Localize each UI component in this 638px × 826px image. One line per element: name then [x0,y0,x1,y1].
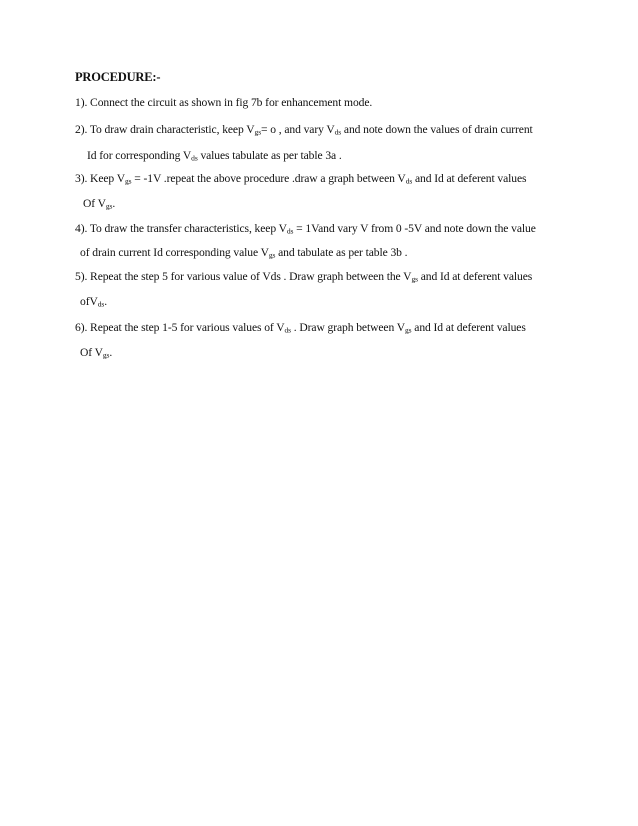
step-6-text-d: Of V [80,346,103,359]
step-6-text-e: . [109,346,113,359]
subscript-gs: gs [268,250,276,260]
step-3-text-d: Of V [83,197,106,210]
step-4-text-c: of drain current Id corresponding value V [80,246,269,259]
step-6-text-c: and Id at deferent values [411,321,526,334]
step-5-line-2 [80,295,107,309]
subscript-gs: gs [124,176,132,186]
step-3-text-b: = -1V .repeat the above procedure .draw a graph between V [131,172,406,185]
step-1-text: 1). Connect the circuit as shown in fig 7b for enhancement mode. [75,96,373,109]
step-5-text-c: ofV [80,295,98,308]
step-3-line-2 [83,197,115,211]
subscript-gs: gs [411,274,418,284]
step-4-text-d: and tabulate as per table 3b . [275,246,408,259]
step-5-text-b: and Id at deferent values [417,270,533,283]
subscript-gs: gs [254,127,262,137]
step-3-line-1 [75,172,526,186]
subscript-gs: gs [105,201,113,211]
step-4-line-2 [80,246,407,260]
subscript-ds: ds [97,299,105,309]
subscript-gs: gs [102,350,110,360]
subscript-ds: ds [286,226,294,236]
step-3-text-e: . [112,197,116,210]
step-5-text-d: . [104,295,108,308]
step-4-line-1 [75,222,536,236]
step-2-line-1 [75,123,533,137]
step-6-text-b: . Draw graph between V [290,321,406,334]
subscript-gs: gs [405,325,412,335]
step-3-text-a: 3). Keep V [75,172,125,185]
step-5-line-1 [75,270,532,284]
subscript-ds: ds [334,127,342,137]
step-2-text-a: 2). To draw drain characteristic, keep V [75,123,255,136]
procedure-heading: PROCEDURE:- [75,70,161,84]
subscript-ds: ds [284,325,291,335]
step-2-text-e: values tabulate as per table 3a . [197,149,342,162]
step-6-text-a: 6). Repeat the step 1-5 for various values of V [75,321,285,334]
subscript-ds: ds [405,176,413,186]
subscript-ds: ds [191,153,198,163]
step-3-text-c: and Id at deferent values [412,172,527,185]
step-4-text-a: 4). To draw the transfer characteristics, keep V [75,222,287,235]
step-5-text-a: 5). Repeat the step 5 for various value of Vds . Draw graph between the V [75,270,412,283]
step-4-text-b: = 1Vand vary V from 0 -5V and note down the value [293,222,536,235]
step-6-line-1 [75,321,526,335]
step-1-line [75,96,372,110]
step-2-text-b: = o , and vary V [261,123,335,136]
step-2-text-c: and note down the values of drain current [341,123,533,136]
step-6-line-2 [80,346,112,360]
step-2-line-2 [87,149,342,163]
step-2-text-d: Id for corresponding V [87,149,192,162]
